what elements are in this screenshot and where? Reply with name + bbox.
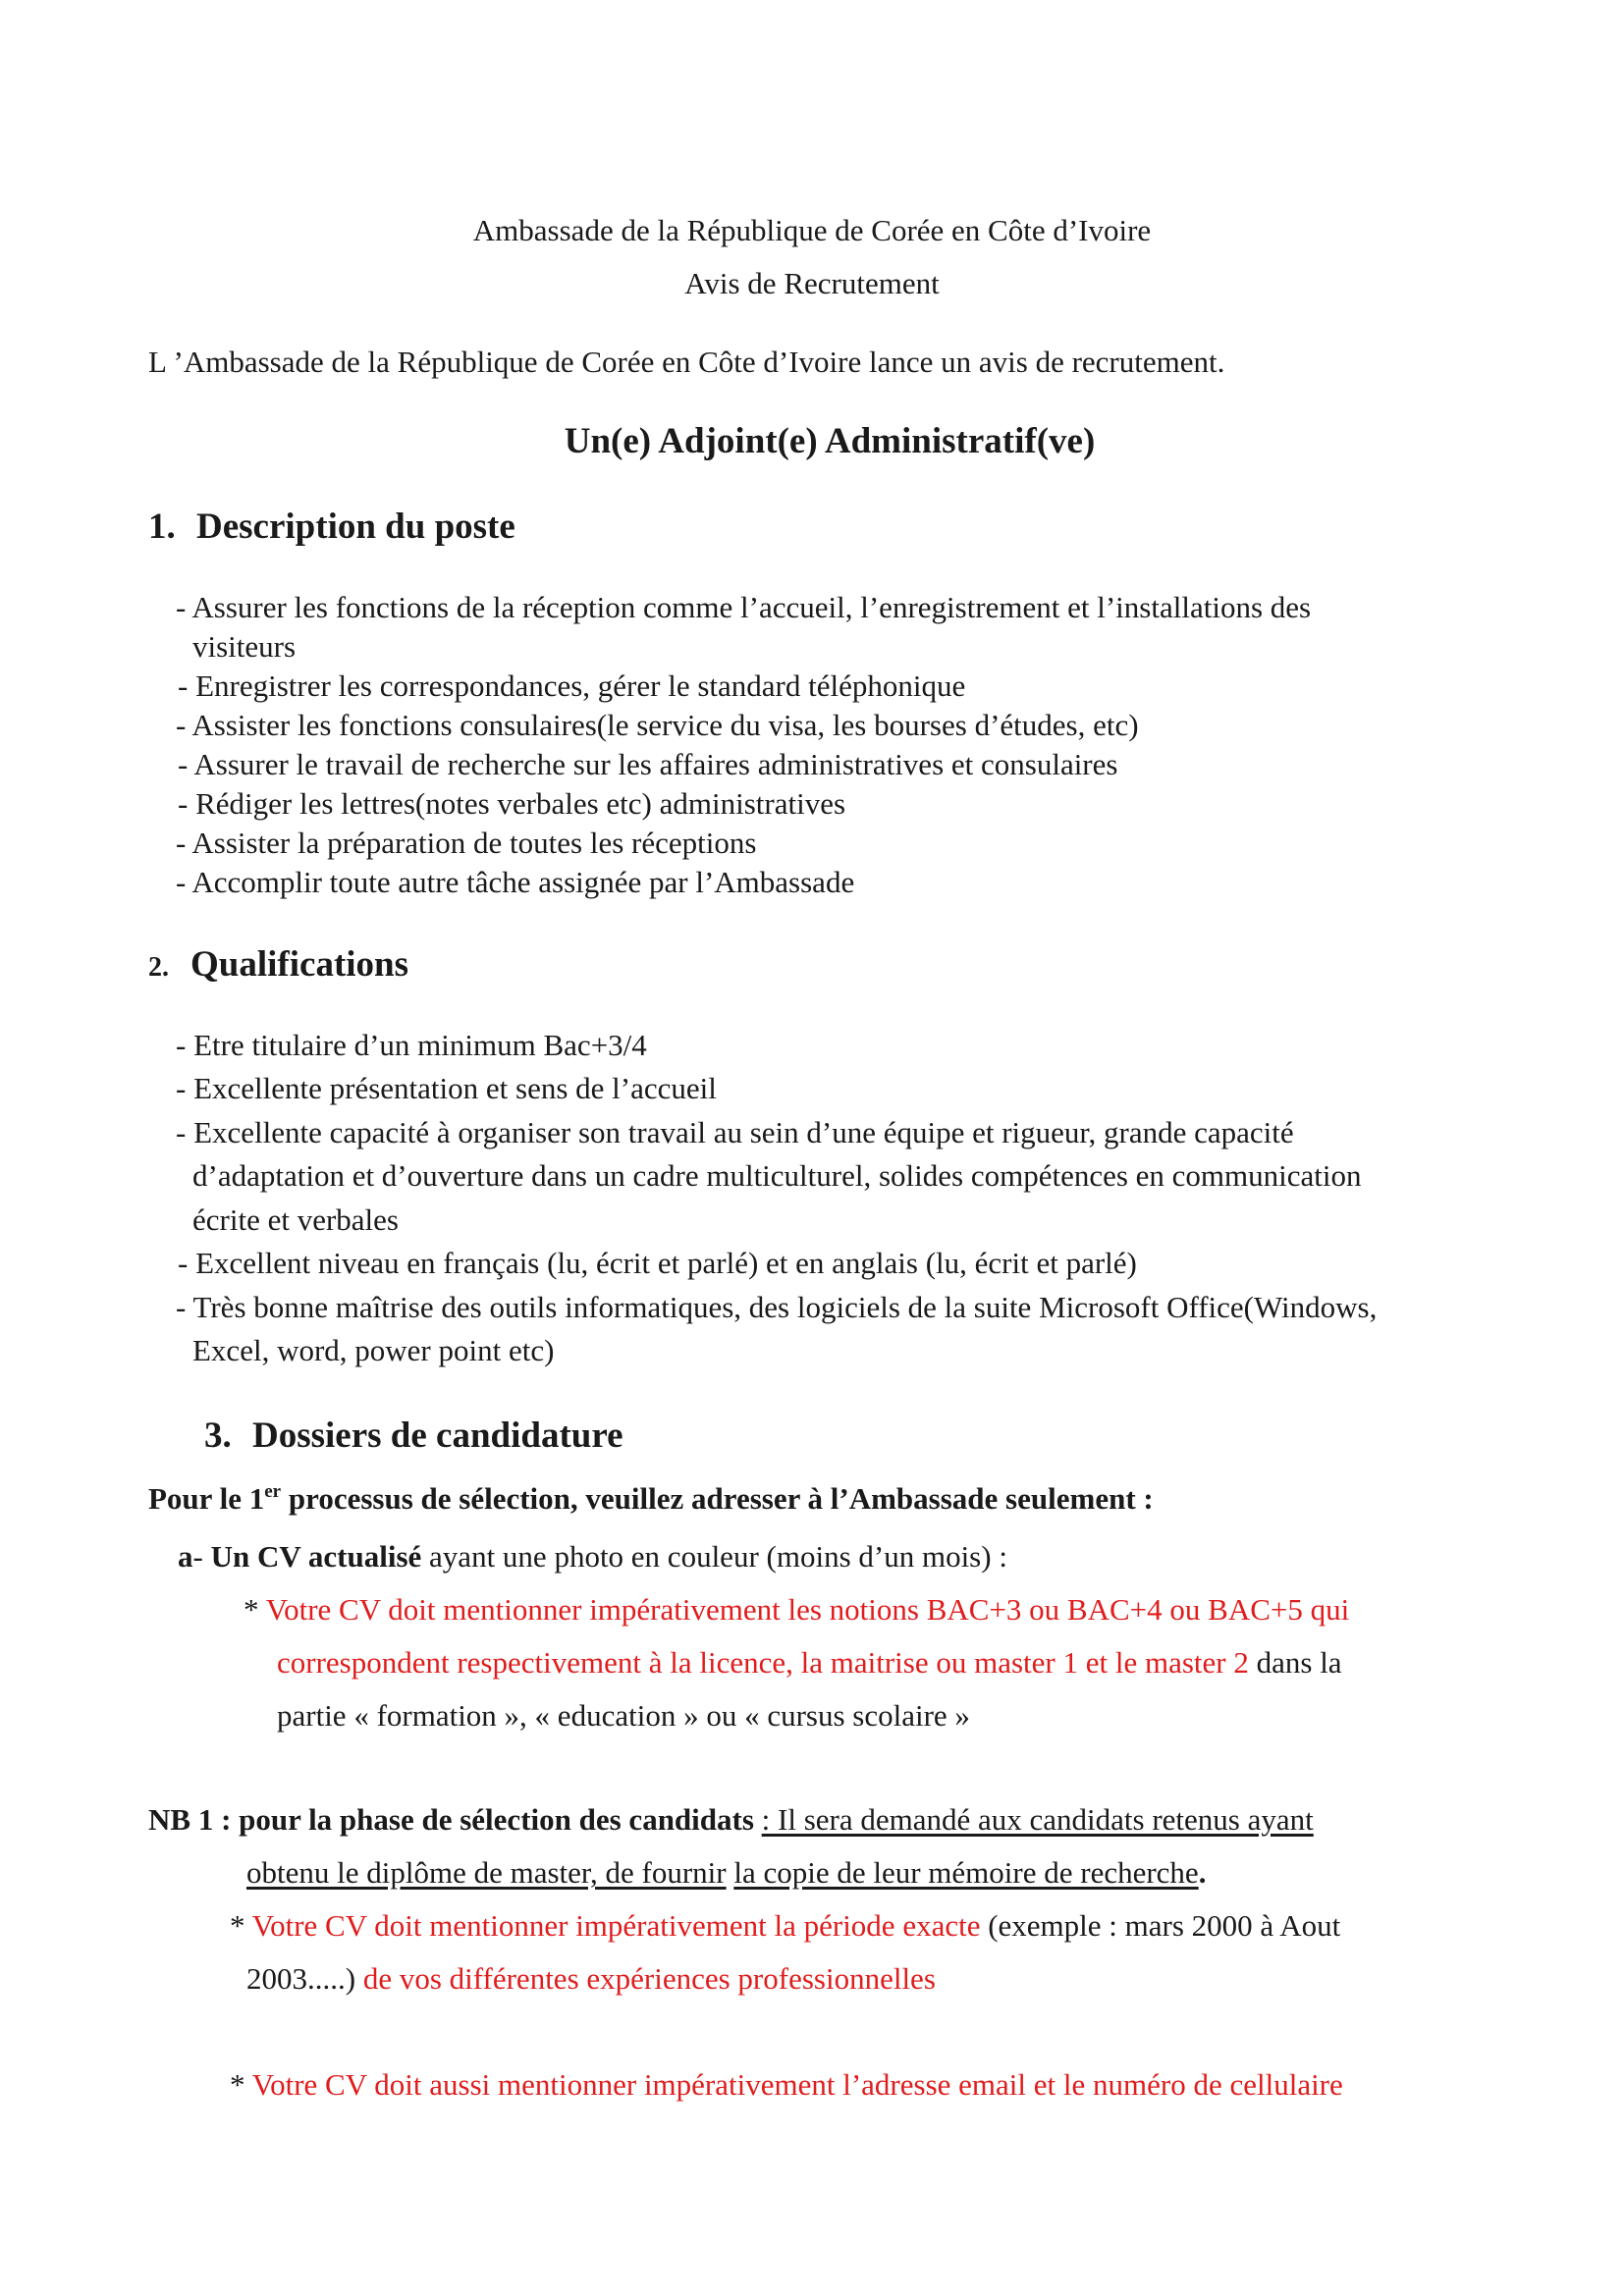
list-item: - Assister la préparation de toutes les réceptions	[176, 826, 757, 860]
cv-note-2-line-2: 2003.....) de vos différentes expériences professionnelles	[246, 1961, 936, 1996]
notice-title: Avis de Recrutement	[684, 266, 940, 300]
cv-note-3: * Votre CV doit aussi mentionner impérativement l’adresse email et le numéro de cellulaire	[230, 2067, 1343, 2102]
list-item: - Etre titulaire d’un minimum Bac+3/4	[176, 1028, 647, 1062]
embassy-name: Ambassade de la République de Corée en Côte d’Ivoire	[472, 213, 1152, 247]
list-item: - Très bonne maîtrise des outils informatiques, des logiciels de la suite Microsoft Office(Windows,	[176, 1290, 1378, 1324]
section-2-number: 2.	[148, 952, 169, 983]
list-item: d’adaptation et d’ouverture dans un cadre multiculturel, solides compétences en communication	[192, 1158, 1362, 1193]
list-item: - Assurer le travail de recherche sur les affaires administratives et consulaires	[178, 747, 1118, 781]
list-item: Excel, word, power point etc)	[192, 1333, 555, 1367]
list-item: - Accomplir toute autre tâche assignée par l’Ambassade	[176, 865, 855, 899]
section-1-heading	[148, 506, 515, 548]
list-item: - Enregistrer les correspondances, gérer le standard téléphonique	[178, 668, 966, 703]
intro-text: L ’Ambassade de la République de Corée en Côte d’Ivoire lance un avis de recrutement.	[148, 345, 1225, 379]
list-item: - Excellent niveau en français (lu, écrit et parlé) et en anglais (lu, écrit et parlé)	[178, 1246, 1137, 1280]
list-item: - Assister les fonctions consulaires(le service du visa, les bourses d’études, etc)	[176, 708, 1139, 742]
section-1-number: 1.	[148, 507, 176, 547]
list-item: - Excellente présentation et sens de l’accueil	[176, 1071, 717, 1105]
section-2-heading	[148, 943, 408, 986]
list-item: - Assurer les fonctions de la réception comme l’accueil, l’enregistrement et l’installations des	[176, 590, 1312, 624]
section-3-heading	[204, 1415, 623, 1457]
list-item: - Rédiger les lettres(notes verbales etc) administratives	[178, 786, 846, 821]
section-2-title: Qualifications	[190, 944, 409, 985]
selection-lead: Pour le 1er processus de sélection, veuillez adresser à l’Ambassade seulement :	[148, 1481, 1154, 1516]
cv-note-1-line-1: * Votre CV doit mentionner impérativement les notions BAC+3 ou BAC+4 ou BAC+5 qui	[244, 1592, 1350, 1627]
list-item: visiteurs	[192, 629, 297, 664]
nb1-line-2: obtenu le diplôme de master, de fournir la copie de leur mémoire de recherche.	[246, 1855, 1207, 1890]
cv-note-1-line-2: correspondent respectivement à la licence, la maitrise ou master 1 et le master 2 dans la	[277, 1645, 1342, 1680]
cv-note-1-line-3: partie « formation », « education » ou « cursus scolaire »	[277, 1698, 970, 1733]
list-item: écrite et verbales	[192, 1202, 399, 1237]
position-title: Un(e) Adjoint(e) Administratif(ve)	[564, 421, 1096, 461]
cv-note-2-line-1: * Votre CV doit mentionner impérativement la période exacte (exemple : mars 2000 à Aout	[230, 1908, 1341, 1943]
section-1-title: Description du poste	[196, 507, 515, 547]
list-item: - Excellente capacité à organiser son travail au sein d’une équipe et rigueur, grande capacité	[176, 1115, 1294, 1149]
section-3-title: Dossiers de candidature	[252, 1415, 623, 1456]
item-a: a- Un CV actualisé ayant une photo en couleur (moins d’un mois) :	[178, 1539, 1007, 1574]
nb1-line-1: NB 1 : pour la phase de sélection des candidats : Il sera demandé aux candidats retenus ayant	[148, 1802, 1314, 1837]
section-3-number: 3.	[204, 1415, 232, 1456]
